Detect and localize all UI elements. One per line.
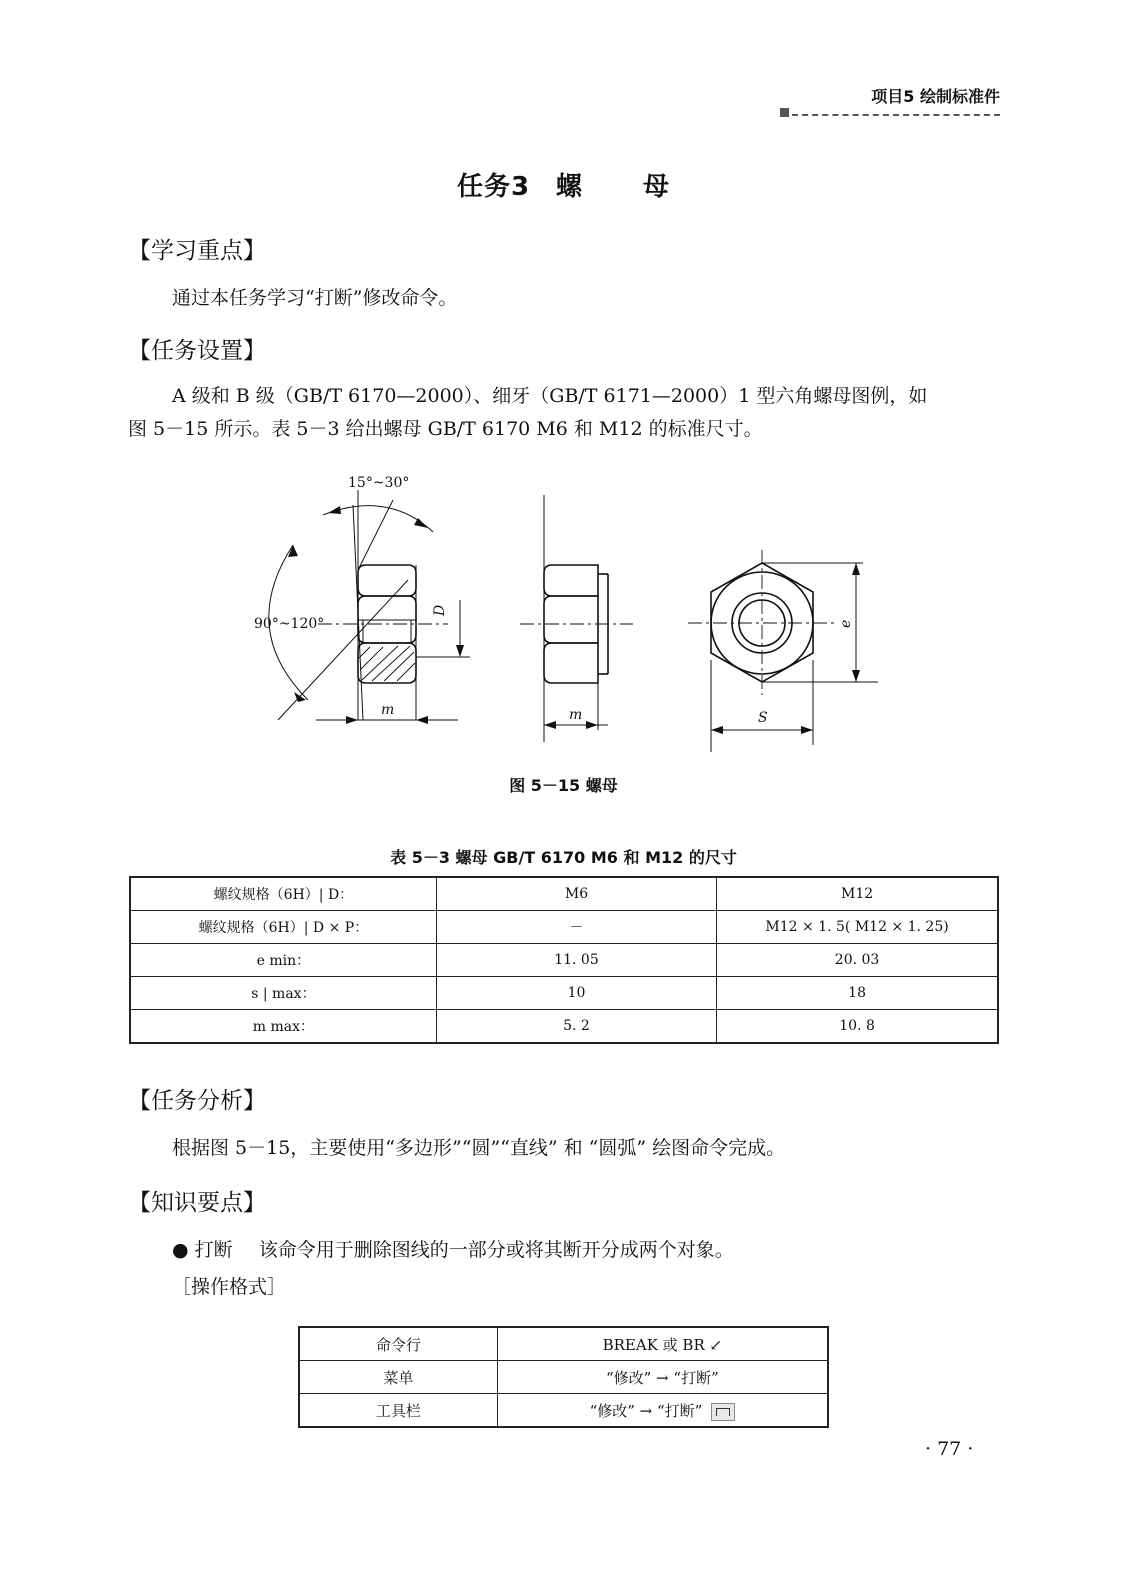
task-setting-line-2: 图 5－15 所示。表 5－3 给出螺母 GB/T 6170 M6 和 M12 的标准尺寸。 bbox=[128, 418, 763, 440]
heading-learning-focus: 【学习重点】 bbox=[128, 238, 266, 264]
header-square bbox=[780, 108, 789, 117]
table-row bbox=[299, 1327, 828, 1361]
m12-value: 20. 03 bbox=[717, 944, 998, 977]
m6-value: 10 bbox=[436, 977, 716, 1010]
item-text: 该命令用于删除图线的一部分或将其断开分成两个对象。 bbox=[258, 1239, 734, 1261]
m6-value: 11. 05 bbox=[436, 944, 716, 977]
row-value: BREAK 或 BR ↙ bbox=[497, 1327, 828, 1361]
title-char-2: 母 bbox=[643, 172, 671, 202]
row-label: 命令行 bbox=[299, 1327, 497, 1361]
knowledge-item bbox=[172, 1234, 734, 1267]
table-row bbox=[130, 977, 998, 1010]
learning-focus-text: 通过本任务学习“打断”修改命令。 bbox=[172, 287, 458, 309]
table-row bbox=[130, 877, 998, 911]
table-row bbox=[130, 944, 998, 977]
row-value: “修改” → “打断” bbox=[589, 1401, 703, 1420]
nut-drawing-figure bbox=[248, 470, 880, 755]
title-char-1: 螺 bbox=[556, 172, 584, 202]
task-setting-line-1: A 级和 B 级（GB/T 6170—2000）、细牙（GB/T 6171—2000）1 型六角螺母图例，如 bbox=[172, 385, 928, 407]
m6-value: 5. 2 bbox=[436, 1010, 716, 1044]
row-label: 螺纹规格（6H）| D： bbox=[130, 877, 436, 911]
label-e: e bbox=[838, 619, 854, 628]
label-m-middle: m bbox=[569, 707, 583, 723]
row-label: e min： bbox=[130, 944, 436, 977]
command-table bbox=[298, 1326, 829, 1428]
label-S: S bbox=[758, 710, 768, 726]
row-label: 菜单 bbox=[299, 1361, 497, 1394]
row-label: 螺纹规格（6H）| D × P： bbox=[130, 911, 436, 944]
top-view bbox=[688, 550, 878, 752]
break-tool-icon bbox=[711, 1403, 735, 1421]
header-dashed-line bbox=[792, 114, 1000, 116]
m12-value: M12 × 1. 5( M12 × 1. 25) bbox=[717, 911, 998, 944]
label-angle-left: 90°~120° bbox=[254, 616, 325, 632]
m12-value: 18 bbox=[717, 977, 998, 1010]
side-view bbox=[520, 495, 633, 742]
table-row bbox=[130, 1010, 998, 1044]
row-label: s | max： bbox=[130, 977, 436, 1010]
header-rule bbox=[780, 108, 1000, 116]
row-label: 工具栏 bbox=[299, 1394, 497, 1428]
heading-task-analysis: 【任务分析】 bbox=[128, 1088, 266, 1114]
page-number: · 77 · bbox=[925, 1438, 974, 1460]
row-label: m max： bbox=[130, 1010, 436, 1044]
heading-knowledge-points: 【知识要点】 bbox=[128, 1190, 266, 1216]
page-title bbox=[0, 166, 1127, 203]
row-value: “修改” → “打断” bbox=[497, 1361, 828, 1394]
title-task: 任务3 bbox=[456, 172, 531, 202]
table-caption: 表 5－3 螺母 GB/T 6170 M6 和 M12 的尺寸 bbox=[390, 848, 737, 867]
heading-task-setting: 【任务设置】 bbox=[128, 338, 266, 364]
row-value-cell bbox=[497, 1394, 828, 1428]
table-row bbox=[130, 911, 998, 944]
m6-value: M6 bbox=[436, 877, 716, 911]
bullet: ● bbox=[172, 1239, 189, 1261]
item-title: 打断 bbox=[194, 1239, 233, 1261]
m6-value: － bbox=[436, 911, 716, 944]
label-angle-top: 15°~30° bbox=[348, 475, 410, 491]
dimensions-table bbox=[129, 876, 999, 1044]
m12-value: M12 bbox=[717, 877, 998, 911]
figure-caption: 图 5－15 螺母 bbox=[509, 776, 618, 795]
label-m-left: m bbox=[381, 702, 395, 718]
table-row bbox=[299, 1361, 828, 1394]
task-analysis-text: 根据图 5－15，主要使用“多边形”“圆”“直线” 和 “圆弧” 绘图命令完成。 bbox=[172, 1137, 786, 1159]
table-row bbox=[299, 1394, 828, 1428]
m12-value: 10. 8 bbox=[717, 1010, 998, 1044]
operation-format-heading: ［操作格式］ bbox=[172, 1276, 287, 1298]
running-header: 项目5 绘制标准件 bbox=[871, 87, 1000, 106]
label-D: D bbox=[432, 604, 448, 616]
